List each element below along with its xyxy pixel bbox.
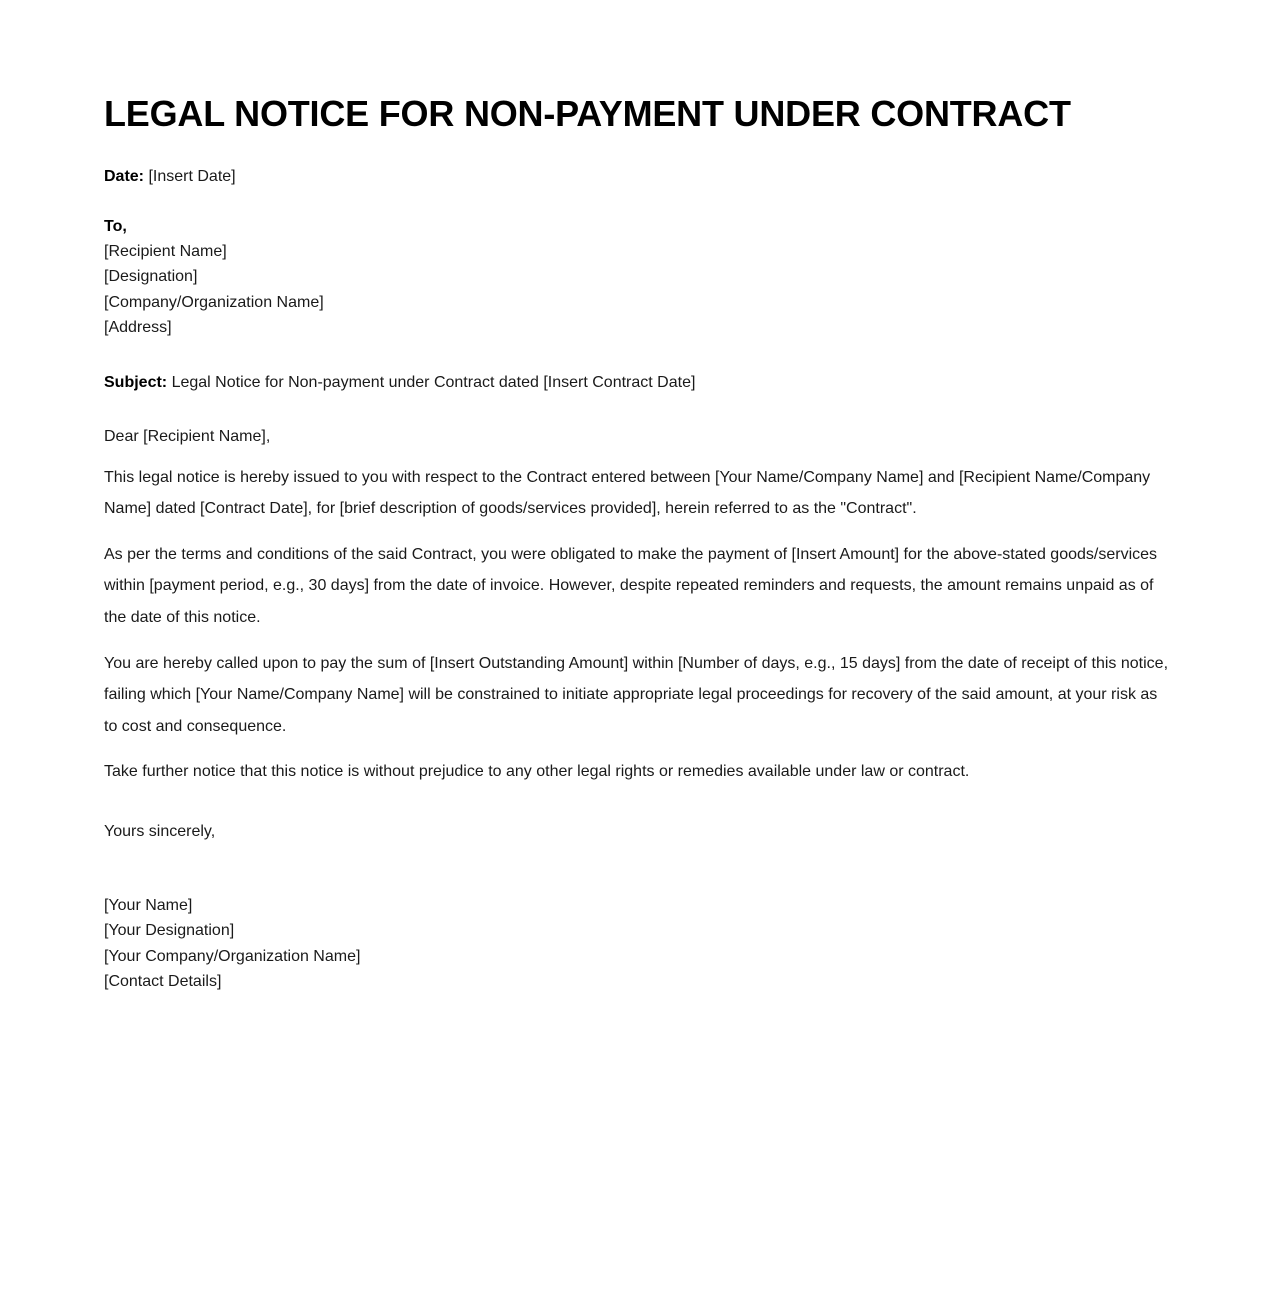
recipient-address-line: [Address] [104, 319, 172, 337]
body-paragraph-2: As per the terms and conditions of the said Contract, you were obligated to make the payment of [Insert Amount] for the above-stated goods/services within [payment period, e.g., 30 days] from the date of invoice. However, despite repeated reminders and requests, the amount remains unpaid as of the date of this notice. [104, 545, 1158, 626]
date-line [104, 134, 1174, 188]
recipient-designation-line: [Designation] [104, 268, 198, 286]
body-paragraph-4: Take further notice that this notice is without prejudice to any other legal rights or remedies available under law or contract. [104, 763, 970, 781]
signature-contact-line: [Contact Details] [104, 973, 222, 991]
signature-block [104, 843, 1174, 995]
body-paragraph-3: You are hereby called upon to pay the sum of [Insert Outstanding Amount] within [Number of days, e.g., 15 days] from the date of receipt of this notice, failing which [Your Name/Company Name] will be constrained to initiate appropriate legal proceedings for recovery of the said amount, at your risk as to cost and consequence. [104, 654, 1169, 735]
signature-designation-line: [Your Designation] [104, 922, 235, 940]
signature-name-line: [Your Name] [104, 896, 193, 914]
recipient-name-line: [Recipient Name] [104, 242, 227, 260]
subject-value: Legal Notice for Non-payment under Contract dated [Insert Contract Date] [171, 373, 696, 391]
recipient-address-block [104, 188, 1174, 341]
body-paragraph-1: This legal notice is hereby issued to you with respect to the Contract entered between [Your Name/Company Name] and [Recipient Name/Company Name] dated [Contract Date], for [brief description of goods/services provided], herein referred to as the "Contract". [104, 468, 1151, 518]
page-title: LEGAL NOTICE FOR NON-PAYMENT UNDER CONTRACT [104, 93, 1071, 134]
date-label: Date: [104, 167, 145, 185]
recipient-company-line: [Company/Organization Name] [104, 293, 324, 311]
subject-label: Subject: [104, 373, 168, 391]
signature-company-line: [Your Company/Organization Name] [104, 947, 361, 965]
closing-line: Yours sincerely, [104, 822, 216, 840]
recipient-heading: To, [104, 217, 127, 235]
date-value: [Insert Date] [148, 167, 236, 185]
salutation: Dear [Recipient Name], [104, 427, 271, 445]
document-content [104, 0, 1174, 995]
subject-line [104, 341, 1174, 394]
